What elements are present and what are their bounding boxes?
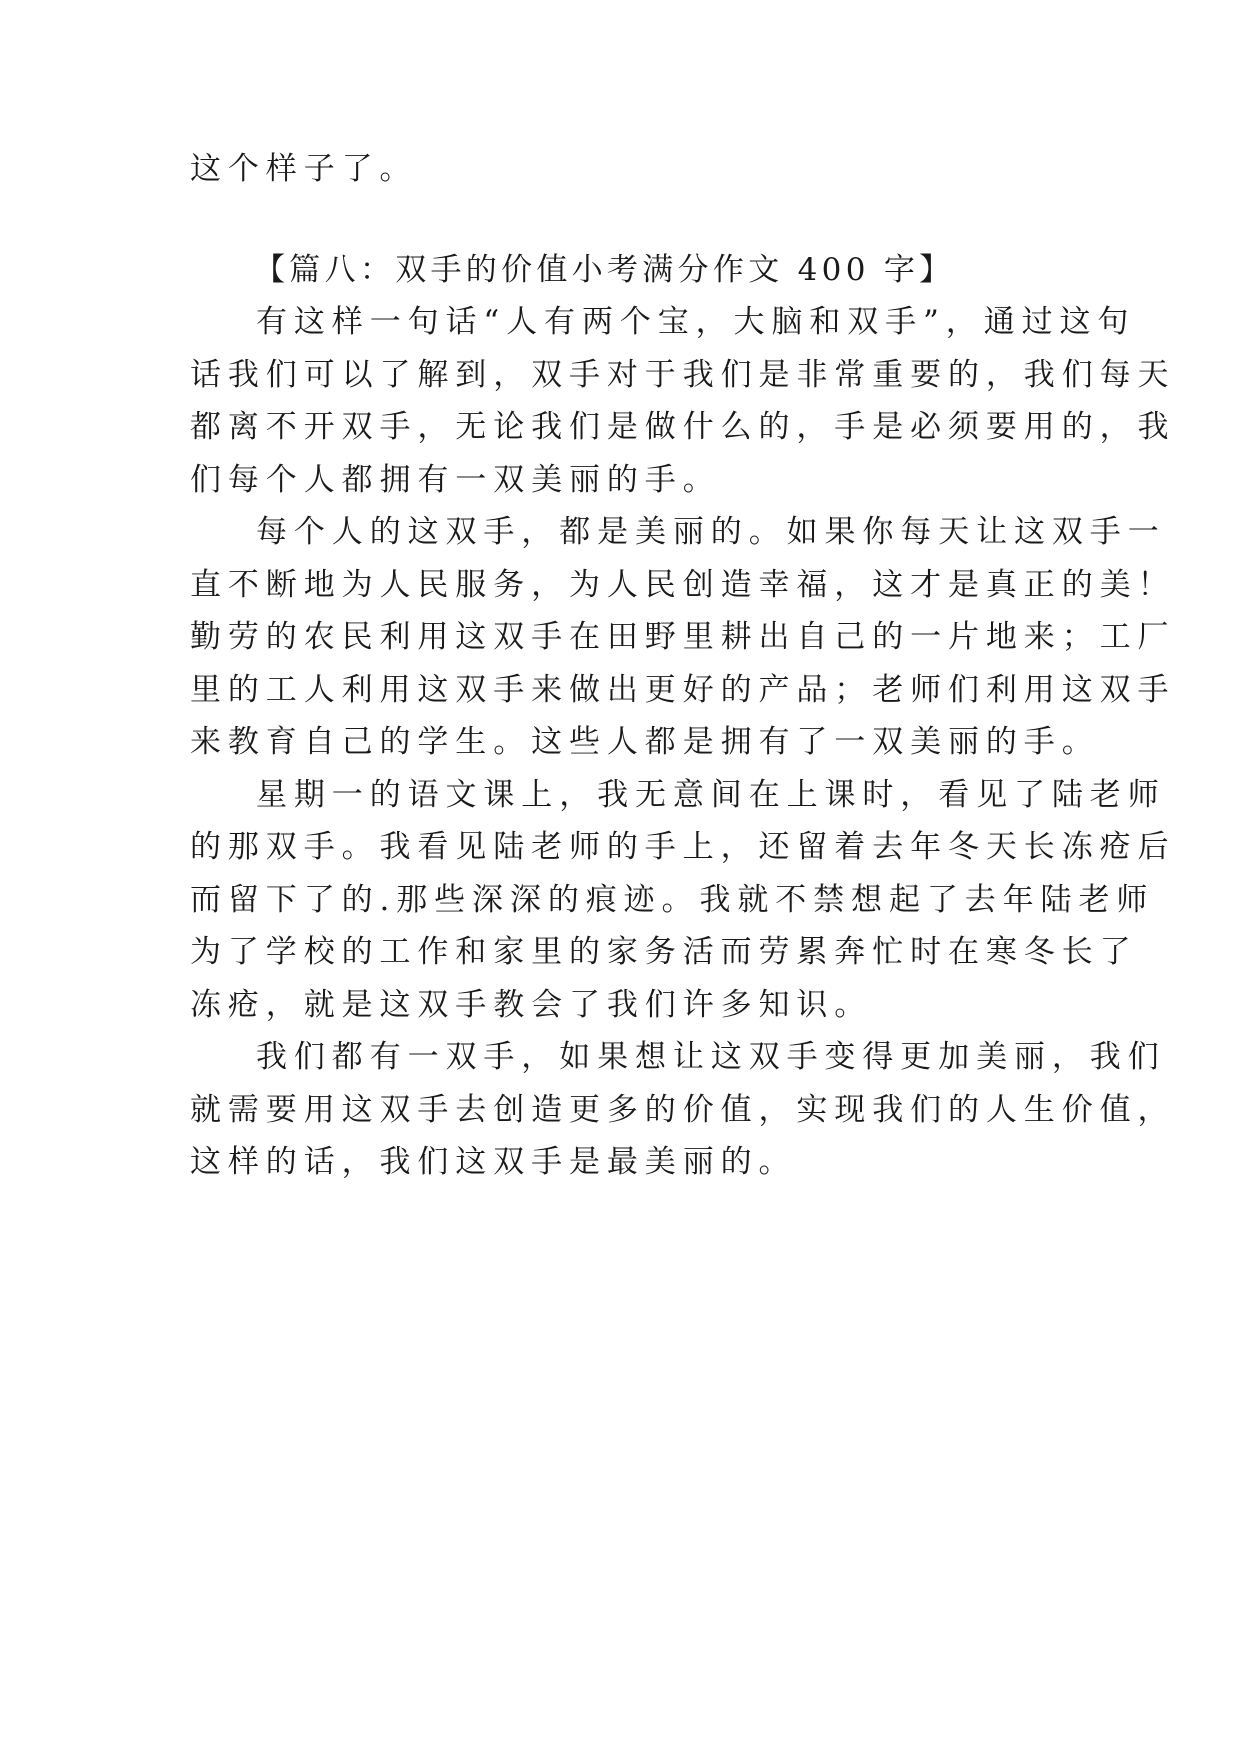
paragraph-line: 们每个人都拥有一双美丽的手。: [190, 462, 721, 498]
text-line: 这个样子了。: [190, 151, 418, 187]
paragraph-line: 而留下了的.那些深深的痕迹。我就不禁想起了去年陆老师: [190, 882, 1155, 918]
section-heading: 【篇八：双手的价值小考满分作文 400 字】: [254, 252, 955, 288]
paragraph-line: 每个人的这双手，都是美丽的。如果你每天让这双手一: [256, 514, 1166, 550]
paragraph-line: 直不断地为人民服务，为人民创造幸福，这才是真正的美！: [190, 567, 1176, 603]
paragraph-line: 为了学校的工作和家里的家务活而劳累奔忙时在寒冬长了: [190, 934, 1138, 970]
paragraph-line: 有这样一句话“人有两个宝，大脑和双手”，通过这句: [256, 304, 1136, 340]
paragraph-line: 话我们可以了解到，双手对于我们是非常重要的，我们每天: [190, 357, 1176, 393]
paragraph-line: 星期一的语文课上，我无意间在上课时，看见了陆老师: [256, 777, 1166, 813]
paragraph-line: 冻疮，就是这双手教会了我们许多知识。: [190, 987, 873, 1023]
paragraph-line: 里的工人利用这双手来做出更好的产品；老师们利用这双手: [190, 672, 1176, 708]
paragraph-line: 的那双手。我看见陆老师的手上，还留着去年冬天长冻疮后: [190, 829, 1176, 865]
paragraph-line: 勤劳的农民利用这双手在田野里耕出自己的一片地来；工厂: [190, 619, 1176, 655]
paragraph-line: 就需要用这双手去创造更多的价值，实现我们的人生价值，: [190, 1092, 1176, 1128]
paragraph-line: 这样的话，我们这双手是最美丽的。: [190, 1144, 797, 1180]
paragraph-line: 我们都有一双手，如果想让这双手变得更加美丽，我们: [256, 1039, 1166, 1075]
paragraph-line: 来教育自己的学生。这些人都是拥有了一双美丽的手。: [190, 724, 1100, 760]
paragraph-line: 都离不开双手，无论我们是做什么的，手是必须要用的，我: [190, 409, 1176, 445]
